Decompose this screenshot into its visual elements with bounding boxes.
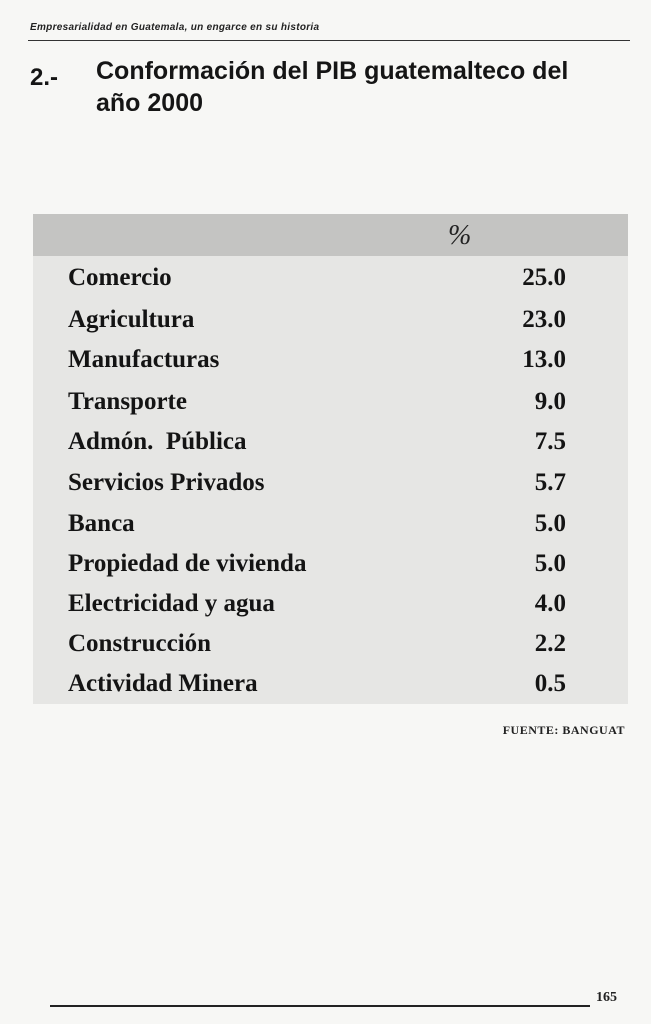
row-label: Manufacturas bbox=[68, 346, 220, 373]
table-row bbox=[33, 300, 628, 340]
table-row bbox=[33, 258, 628, 298]
table-row bbox=[33, 544, 628, 584]
page-number: 165 bbox=[596, 990, 617, 1005]
table-row bbox=[33, 624, 628, 664]
row-label: Propiedad de vivienda bbox=[68, 550, 307, 577]
row-value: 4.0 bbox=[534, 590, 566, 617]
row-label: Actividad Minera bbox=[68, 670, 258, 697]
table-row bbox=[33, 340, 628, 380]
table-row bbox=[33, 382, 628, 422]
row-value: 5.0 bbox=[534, 550, 566, 577]
row-label: Transporte bbox=[68, 388, 187, 415]
footer-divider bbox=[50, 1005, 590, 1007]
row-label: Agricultura bbox=[68, 306, 195, 333]
row-label: Banca bbox=[68, 510, 135, 537]
section-title: Conformación del PIB guatemalteco del año 2000 bbox=[96, 57, 569, 117]
row-value: 9.0 bbox=[534, 388, 566, 415]
row-value: 5.7 bbox=[534, 469, 566, 496]
source-note: FUENTE: BANGUAT bbox=[502, 723, 625, 737]
table-row bbox=[33, 584, 628, 624]
row-value: 23.0 bbox=[522, 306, 566, 333]
row-label: Admón. Pública bbox=[68, 428, 247, 455]
row-label: Comercio bbox=[68, 264, 172, 291]
percent-column-header: % bbox=[448, 220, 472, 251]
row-label: Construcción bbox=[68, 630, 212, 657]
row-value: 13.0 bbox=[522, 346, 566, 373]
table-row bbox=[33, 463, 628, 503]
table-row bbox=[33, 664, 628, 704]
gdp-table bbox=[33, 214, 628, 704]
row-value: 25.0 bbox=[522, 264, 566, 291]
row-value: 0.5 bbox=[534, 670, 566, 697]
running-header: Empresarialidad en Guatemala, un engarce en su historia bbox=[30, 22, 320, 33]
table-header bbox=[33, 214, 628, 256]
section-number: 2.- bbox=[30, 64, 59, 91]
row-label: Electricidad y agua bbox=[68, 590, 275, 617]
row-value: 2.2 bbox=[534, 630, 566, 657]
row-value: 7.5 bbox=[534, 428, 566, 455]
row-value: 5.0 bbox=[534, 510, 566, 537]
table-row bbox=[33, 504, 628, 544]
header-divider bbox=[28, 40, 630, 41]
row-label: Servicios Privados bbox=[68, 469, 265, 496]
table-row bbox=[33, 422, 628, 462]
